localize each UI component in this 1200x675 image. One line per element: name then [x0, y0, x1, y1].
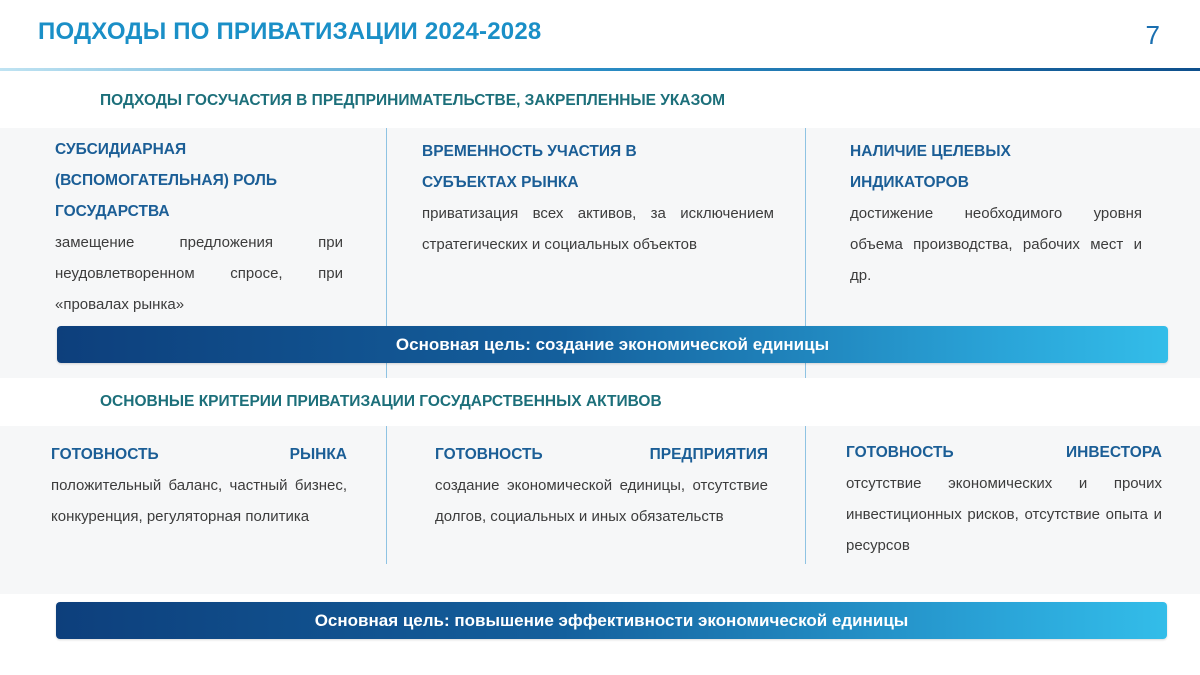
section2-divider-1: [386, 426, 387, 564]
column-body: создание экономической единицы, отсутствие долгов, социальных и иных обязательств: [435, 477, 768, 525]
page-title: ПОДХОДЫ ПО ПРИВАТИЗАЦИИ 2024-2028: [38, 18, 542, 45]
section1-column-2: [422, 136, 774, 260]
column-title: НАЛИЧИЕ ЦЕЛЕВЫХ ИНДИКАТОРОВ: [850, 143, 1011, 191]
column-body: достижение необходимого уровня объема производства, рабочих мест и др.: [850, 205, 1142, 284]
column-body: отсутствие экономических и прочих инвестиционных рисков, отсутствие опыта и ресурсов: [846, 475, 1162, 554]
section1-heading: ПОДХОДЫ ГОСУЧАСТИЯ В ПРЕДПРИНИМАТЕЛЬСТВЕ, ЗАКРЕПЛЕННЫЕ УКАЗОМ: [100, 92, 726, 109]
column-body: приватизация всех активов, за исключением стратегических и социальных объектов: [422, 205, 774, 253]
section1-column-3: [850, 136, 1142, 291]
section2-column-3: [846, 437, 1162, 561]
header-rule: [0, 68, 1200, 71]
column-title: ГОТОВНОСТЬ РЫНКА: [51, 446, 347, 463]
section2-heading: ОСНОВНЫЕ КРИТЕРИИ ПРИВАТИЗАЦИИ ГОСУДАРСТВЕННЫХ АКТИВОВ: [100, 393, 662, 410]
section2-goal-bar: Основная цель: повышение эффективности экономической единицы: [56, 602, 1167, 639]
column-title: ГОТОВНОСТЬ ИНВЕСТОРА: [846, 444, 1162, 461]
section1-column-1: [55, 134, 343, 320]
section2-column-1: [51, 439, 347, 532]
column-title: ВРЕМЕННОСТЬ УЧАСТИЯ В СУБЪЕКТАХ РЫНКА: [422, 143, 637, 191]
column-body: замещение предложения при неудовлетворенном спросе, при «провалах рынка»: [55, 234, 343, 313]
column-title: ГОТОВНОСТЬ ПРЕДПРИЯТИЯ: [435, 446, 768, 463]
page-number: 7: [1145, 20, 1160, 50]
column-title: СУБСИДИАРНАЯ (ВСПОМОГАТЕЛЬНАЯ) РОЛЬ ГОСУДАРСТВА: [55, 141, 277, 220]
column-body: положительный баланс, частный бизнес, конкуренция, регуляторная политика: [51, 477, 347, 525]
section2-column-2: [435, 439, 768, 532]
section2-divider-2: [805, 426, 806, 564]
section1-goal-bar: Основная цель: создание экономической единицы: [57, 326, 1168, 363]
